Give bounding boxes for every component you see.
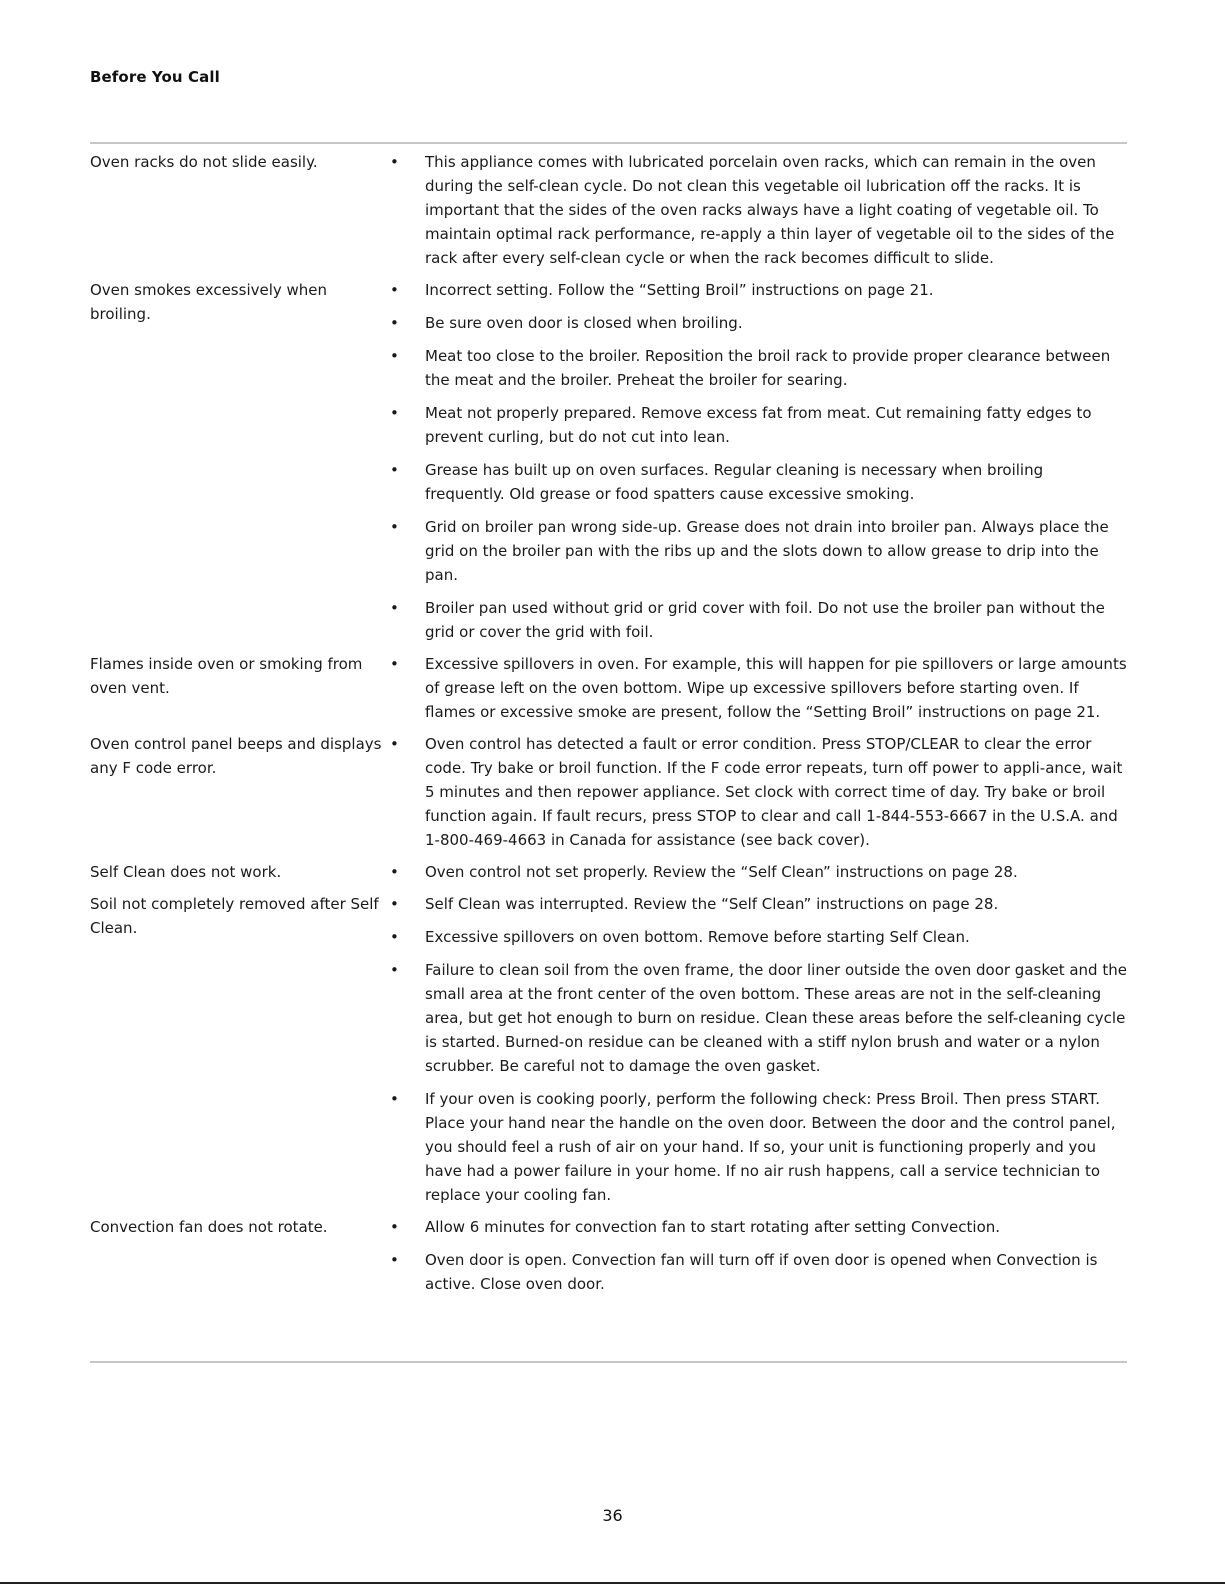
bullet-icon: • (390, 1218, 399, 1236)
bullet-icon: • (390, 863, 399, 881)
cause-list (390, 860, 1127, 884)
cause-item (390, 1248, 1127, 1296)
cause-item (390, 860, 1127, 884)
cause-list (390, 278, 1127, 644)
bullet-icon: • (390, 347, 399, 365)
bullet-icon: • (390, 655, 399, 673)
cause-item (390, 458, 1127, 506)
cause-text: Grid on broiler pan wrong side-up. Grease does not drain into broiler pan. Always place the grid on the broiler pan with the ribs up and the slots down to allow grease to drip into the pan. (425, 518, 1109, 584)
trouble-row (90, 1215, 1127, 1296)
cause-text: Allow 6 minutes for convection fan to start rotating after setting Convection. (425, 1218, 1001, 1236)
cause-item (390, 1215, 1127, 1239)
cause-item (390, 732, 1127, 852)
cause-list (390, 1215, 1127, 1296)
bottom-divider (90, 1361, 1127, 1363)
cause-text: Self Clean was interrupted. Review the “Self Clean” instructions on page 28. (425, 895, 999, 913)
bullet-icon: • (390, 404, 399, 422)
bullet-icon: • (390, 599, 399, 617)
cause-item (390, 925, 1127, 949)
cause-text: Grease has built up on oven surfaces. Regular cleaning is necessary when broiling frequently. Old grease or food spatters cause excessive smoking. (425, 461, 1044, 503)
bullet-icon: • (390, 518, 399, 536)
cause-text: Oven control has detected a fault or error condition. Press STOP/CLEAR to clear the error code. Try bake or broil function. If the F code error repeats, turn off power to appli-ance, wait 5 minutes and then repower appliance. Set clock with correct time of day. Try bake or broil function again. If fault recurs, press STOP to clear and call 1-844-553-6667 in the U.S.A. and 1-800-469-4663 in Canada for assistance (see back cover). (425, 735, 1123, 849)
bullet-icon: • (390, 735, 399, 753)
cause-text: Oven control not set properly. Review the “Self Clean” instructions on page 28. (425, 863, 1018, 881)
cause-text: Oven door is open. Convection fan will turn off if oven door is opened when Convection is active. Close oven door. (425, 1251, 1098, 1293)
troubleshooting-table (90, 150, 1127, 1304)
cause-text: If your oven is cooking poorly, perform the following check: Press Broil. Then press START. Place your hand near the handle on the oven door. Between the door and the control panel, you should feel a rush of air on your hand. If so, your unit is functioning properly and you have had a power failure in your home. If no air rush happens, call a service technician to replace your cooling fan. (425, 1090, 1116, 1204)
trouble-row (90, 892, 1127, 1207)
cause-item (390, 596, 1127, 644)
problem-label: Flames inside oven or smoking from oven vent. (90, 655, 363, 697)
bullet-icon: • (390, 281, 399, 299)
trouble-row (90, 732, 1127, 852)
cause-item (390, 515, 1127, 587)
problem-label: Oven racks do not slide easily. (90, 153, 318, 171)
cause-list (390, 732, 1127, 852)
cause-list (390, 892, 1127, 1207)
trouble-row (90, 278, 1127, 644)
cause-item (390, 344, 1127, 392)
bullet-icon: • (390, 1090, 399, 1108)
bullet-icon: • (390, 895, 399, 913)
page-heading: Before You Call (90, 68, 220, 86)
bullet-icon: • (390, 314, 399, 332)
bullet-icon: • (390, 461, 399, 479)
bullet-icon: • (390, 961, 399, 979)
trouble-row (90, 150, 1127, 270)
cause-text: Incorrect setting. Follow the “Setting Broil” instructions on page 21. (425, 281, 934, 299)
cause-text: Failure to clean soil from the oven frame, the door liner outside the oven door gasket and the small area at the front center of the oven bottom. These areas are not in the self-cleaning area, but get hot enough to burn on residue. Clean these areas before the self-cleaning cycle is started. Burned-on residue can be cleaned with a stiff nylon brush and water or a nylon scrubber. Be careful not to damage the oven gasket. (425, 961, 1127, 1075)
top-divider (90, 142, 1127, 144)
problem-label: Oven control panel beeps and displays any F code error. (90, 735, 382, 777)
cause-text: Be sure oven door is closed when broiling. (425, 314, 743, 332)
cause-item (390, 1087, 1127, 1207)
cause-list (390, 652, 1127, 724)
problem-label: Soil not completely removed after Self Clean. (90, 895, 379, 937)
bullet-icon: • (390, 153, 399, 171)
page-bottom-edge (0, 1582, 1225, 1584)
cause-text: Broiler pan used without grid or grid cover with foil. Do not use the broiler pan without the grid or cover the grid with foil. (425, 599, 1105, 641)
cause-text: Excessive spillovers in oven. For example, this will happen for pie spillovers or large amounts of grease left on the oven bottom. Wipe up excessive spillovers before starting oven. If flames or excessive smoke are present, follow the “Setting Broil” instructions on page 21. (425, 655, 1127, 721)
cause-text: Meat too close to the broiler. Reposition the broil rack to provide proper clearance between the meat and the broiler. Preheat the broiler for searing. (425, 347, 1111, 389)
cause-item (390, 958, 1127, 1078)
cause-item (390, 401, 1127, 449)
problem-label: Oven smokes excessively when broiling. (90, 281, 328, 323)
trouble-row (90, 860, 1127, 884)
cause-item (390, 150, 1127, 270)
cause-item (390, 892, 1127, 916)
problem-label: Convection fan does not rotate. (90, 1218, 328, 1236)
bullet-icon: • (390, 928, 399, 946)
cause-text: Meat not properly prepared. Remove excess fat from meat. Cut remaining fatty edges to prevent curling, but do not cut into lean. (425, 404, 1092, 446)
cause-text: Excessive spillovers on oven bottom. Remove before starting Self Clean. (425, 928, 970, 946)
cause-text: This appliance comes with lubricated porcelain oven racks, which can remain in the oven during the self-clean cycle. Do not clean this vegetable oil lubrication off the racks. It is important that the sides of the oven racks always have a light coating of vegetable oil. To maintain optimal rack performance, re-apply a thin layer of vegetable oil to the sides of the rack after every self-clean cycle or when the rack becomes difficult to slide. (425, 153, 1115, 267)
problem-label: Self Clean does not work. (90, 863, 282, 881)
trouble-row (90, 652, 1127, 724)
cause-list (390, 150, 1127, 270)
cause-item (390, 652, 1127, 724)
cause-item (390, 278, 1127, 302)
page-number: 36 (602, 1506, 623, 1525)
cause-item (390, 311, 1127, 335)
bullet-icon: • (390, 1251, 399, 1269)
